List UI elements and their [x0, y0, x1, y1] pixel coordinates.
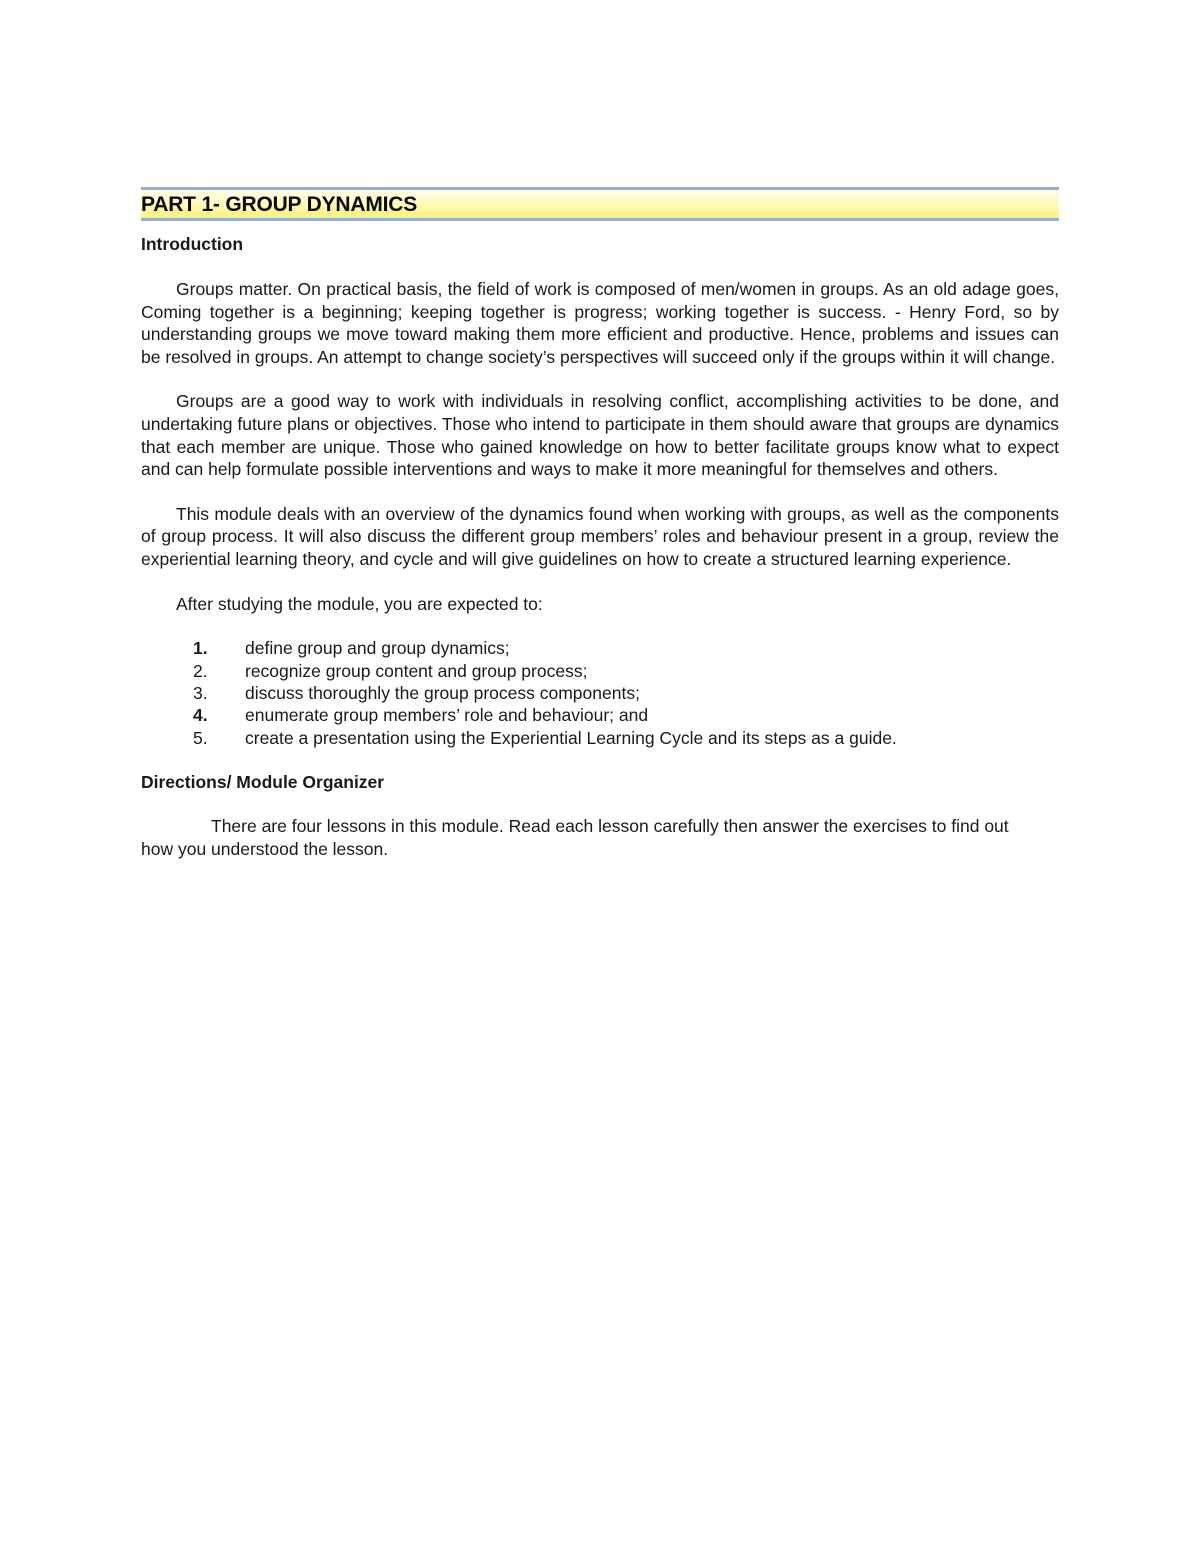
list-item-text: recognize group content and group process; — [245, 660, 588, 681]
list-item — [141, 682, 1059, 704]
part-title: PART 1- GROUP DYNAMICS — [141, 193, 418, 216]
list-item — [141, 704, 1059, 726]
introduction-heading: Introduction — [141, 234, 244, 254]
list-item-text: create a presentation using the Experiential Learning Cycle and its steps as a guide. — [245, 727, 897, 748]
list-item — [141, 660, 1059, 682]
list-item-text: discuss thoroughly the group process components; — [245, 682, 640, 703]
intro-paragraph-2: Groups are a good way to work with individuals in resolving conflict, accomplishing activities to be done, and undertaking future plans or objectives. Those who intend to participate in them should aware that groups are dynamics that each member are unique. Those who gained knowledge on how to better facilitate groups know what to expect and can help formulate possible interventions and ways to make it more meaningful for themselves and others. — [141, 391, 1059, 480]
directions-heading: Directions/ Module Organizer — [141, 772, 385, 793]
objectives-list — [141, 637, 1059, 749]
list-item-number: 1. — [193, 638, 208, 659]
intro-paragraph-3: This module deals with an overview of the dynamics found when working with groups, as well as the components of group process. It will also discuss the different group members’ roles and behaviour present in a group, review the experiential learning theory, and cycle and will give guidelines on how to create a structured learning experience. — [141, 503, 1059, 569]
list-item-number: 5. — [193, 727, 208, 748]
list-item — [141, 727, 1059, 749]
list-item-number: 2. — [193, 660, 208, 681]
part-title-banner — [141, 187, 1059, 221]
list-item-text: enumerate group members’ role and behaviour; and — [245, 705, 649, 726]
directions-paragraph: There are four lessons in this module. Read each lesson carefully then answer the exercises to find out how you understood the lesson. — [141, 816, 1009, 859]
list-item-text: define group and group dynamics; — [245, 638, 510, 659]
list-item-number: 4. — [193, 705, 208, 726]
objectives-lead-in: After studying the module, you are expected to: — [176, 593, 543, 614]
intro-paragraph-1: Groups matter. On practical basis, the field of work is composed of men/women in groups. As an old adage goes, Coming together is a beginning; keeping together is progress; working together is success. - Henry Ford, so by understanding groups we move toward making them more efficient and productive. Hence, problems and issues can be resolved in groups. An attempt to change society’s perspectives will succeed only if the groups within it will change. — [141, 279, 1059, 367]
list-item-number: 3. — [193, 682, 208, 703]
document-page — [141, 187, 1059, 860]
list-item — [141, 637, 1059, 659]
